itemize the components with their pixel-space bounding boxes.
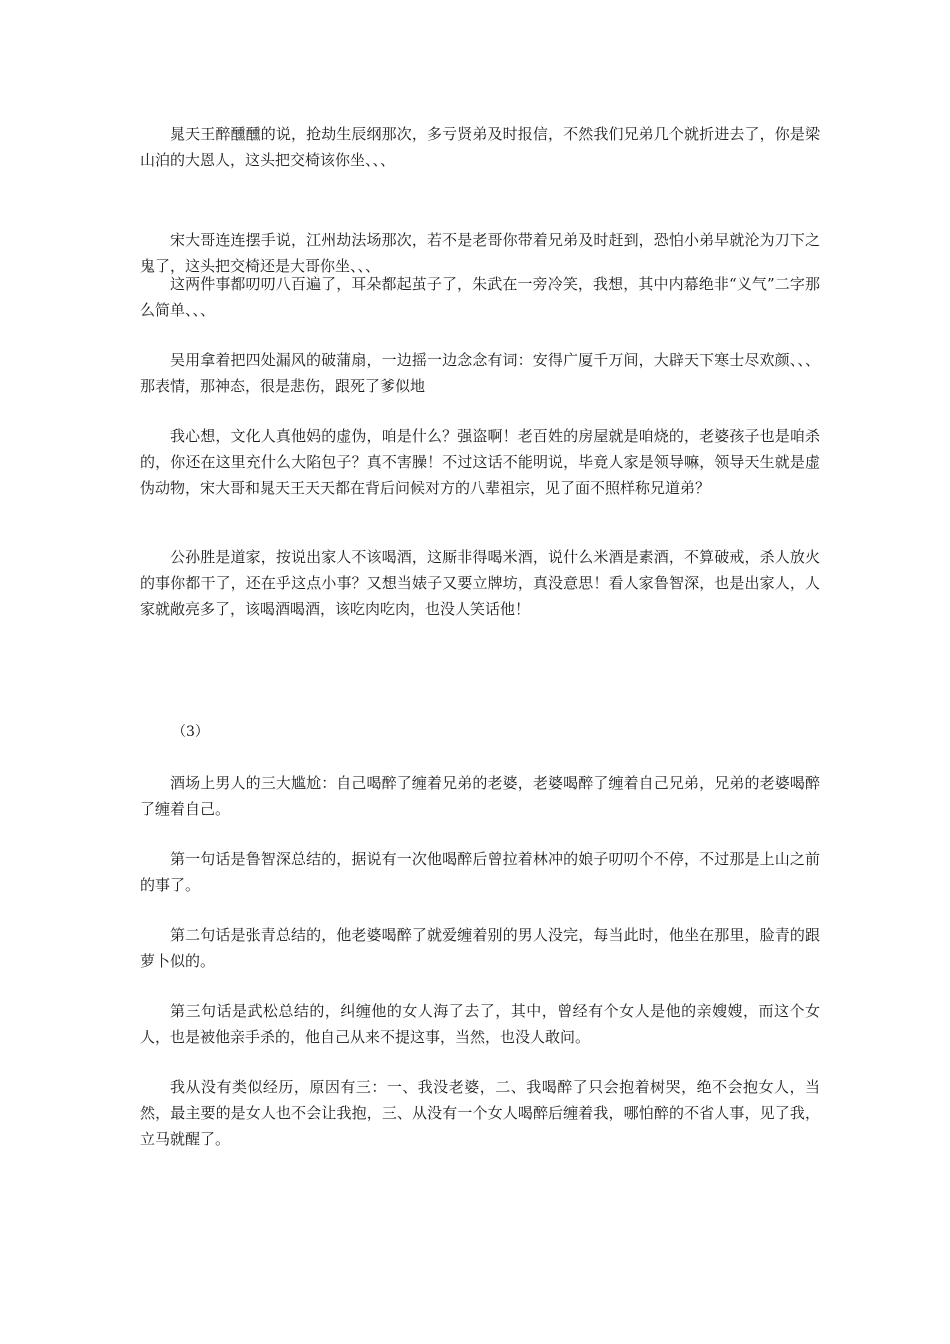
paragraph-text: 吴用拿着把四处漏风的破蒲扇，一边摇一边念念有词：安得广厦千万间，大辟天下寒士尽欢颜、、、那表情，那神态，很是悲伤，跟死了爹似地 xyxy=(140,351,820,395)
paragraph-zhu-wu xyxy=(140,271,820,323)
paragraph-text: 酒场上男人的三大尴尬：自己喝醉了缠着兄弟的老婆，老婆喝醉了缠着自己兄弟，兄弟的老婆喝醉了缠着自己。 xyxy=(140,774,820,818)
section-number: （3） xyxy=(172,724,209,740)
paragraph-lu-zhishen xyxy=(140,846,820,898)
paragraph-zhang-qing xyxy=(140,922,820,974)
paragraph-san-da-ganga xyxy=(140,770,820,822)
paragraph-wu-yong xyxy=(140,347,820,399)
paragraph-wu-song xyxy=(140,998,820,1050)
paragraph-chao-tianwang xyxy=(140,121,820,173)
paragraph-text: 第二句话是张青总结的，他老婆喝醉了就爱缠着别的男人没完，每当此时，他坐在那里，脸青的跟萝卜似的。 xyxy=(140,926,820,970)
paragraph-text: 晁天王醉醺醺的说，抢劫生辰纲那次，多亏贤弟及时报信，不然我们兄弟几个就折进去了，你是梁山泊的大恩人，这头把交椅该你坐、、、 xyxy=(140,125,820,169)
paragraph-text: 第一句话是鲁智深总结的，据说有一次他喝醉后曾拉着林冲的娘子叨叨个不停，不过那是上山之前的事了。 xyxy=(140,850,820,894)
paragraph-gongsun-sheng xyxy=(140,544,820,622)
paragraph-wo-cong-mei-you xyxy=(140,1074,820,1152)
paragraph-wenhuaren xyxy=(140,423,820,501)
paragraph-text: 第三句话是武松总结的，纠缠他的女人海了去了，其中，曾经有个女人是他的亲嫂嫂，而这个女人，也是被他亲手杀的，他自己从来不提这事，当然，也没人敢问。 xyxy=(140,1002,820,1046)
paragraph-text: 我从没有类似经历，原因有三：一、我没老婆，二、我喝醉了只会抱着树哭，绝不会抱女人，当然，最主要的是女人也不会让我抱，三、从没有一个女人喝醉后缠着我，哪怕醉的不省人事，见了我，立马就醒了。 xyxy=(140,1078,820,1148)
paragraph-text: 我心想，文化人真他妈的虚伪，咱是什么？强盗啊！老百姓的房屋就是咱烧的，老婆孩子也是咱杀的，你还在这里充什么大陷包子？真不害臊！不过这话不能明说，毕竟人家是领导嘛，领导天生就是虚伪动物，宋大哥和晁天王天天都在背后问候对方的八辈祖宗，见了面不照样称兄道弟？ xyxy=(140,427,820,497)
paragraph-text: 公孙胜是道家，按说出家人不该喝酒，这厮非得喝米酒，说什么米酒是素酒，不算破戒，杀人放火的事你都干了，还在乎这点小事？又想当婊子又要立牌坊，真没意思！看人家鲁智深，也是出家人，人家就敞亮多了，该喝酒喝酒，该吃肉吃肉，也没人笑话他！ xyxy=(140,548,820,618)
paragraph-text: 这两件事都叨叨八百遍了，耳朵都起茧子了，朱武在一旁冷笑，我想，其中内幕绝非“义气”二字那么简单、、、 xyxy=(140,275,820,319)
paragraph-text: 宋大哥连连摆手说，江州劫法场那次，若不是老哥你带着兄弟及时赶到，恐怕小弟早就沦为刀下之鬼了，这头把交椅还是大哥你坐、、、 xyxy=(140,231,820,275)
